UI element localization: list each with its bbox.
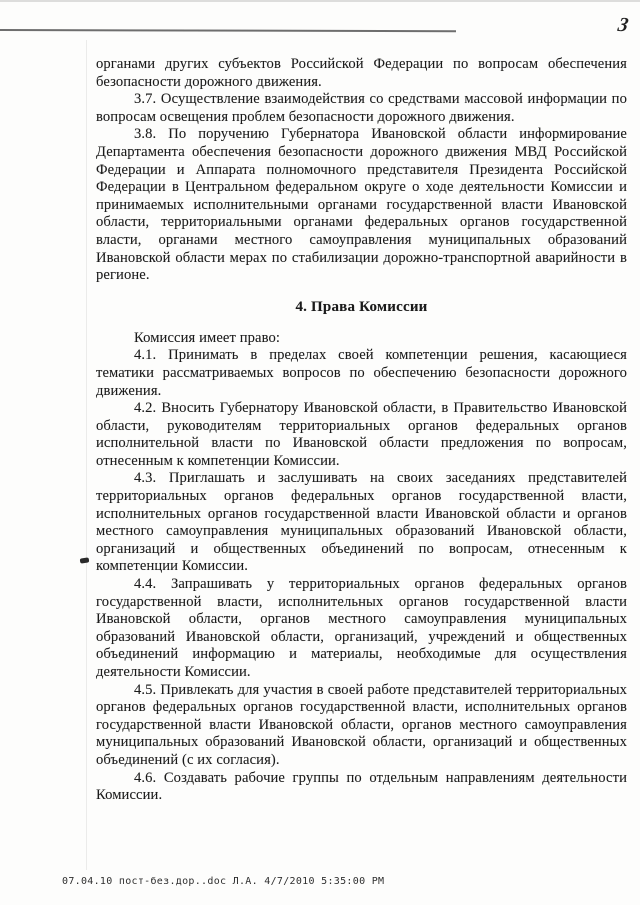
scan-crease-left	[86, 40, 87, 870]
paragraph: 4.4. Запрашивать у территориальных органов федеральных органов государственной власти, исполнительных органов государственной власти Ивановской области, органов местного самоуправления муниципальных образований Ивановской области, организаций, учреждений и общественных объединений информацию и материалы, необходимые для осуществления деятельности Комиссии.	[96, 576, 627, 680]
paragraph: 3.7. Осуществление взаимодействия со средствами массовой информации по вопросам освещения проблем безопасности дорожного движения.	[96, 91, 627, 125]
paragraph: 4.1. Принимать в пределах своей компетенции решения, касающиеся тематики рассматриваемых вопросов по обеспечению безопасности дорожного движения.	[96, 347, 627, 399]
paragraph: 4.2. Вносить Губернатору Ивановской области, в Правительство Ивановской области, руководителям территориальных органов федеральных органов исполнительной власти по Ивановской области предложения по вопросам, отнесенным к компетенции Комиссии.	[96, 400, 627, 469]
paragraph: 4.5. Привлекать для участия в своей работе представителей территориальных органов федеральных органов государственной власти, исполнительных органов государственной власти Ивановской области, органов местного самоуправления муниципальных образований Ивановской области, организаций и общественных объединений (с их согласия).	[96, 681, 627, 768]
scan-edge-top	[0, 0, 640, 2]
paragraph: 3.8. По поручению Губернатора Ивановской области информирование Департамента обеспечения безопасности дорожного движения МВД Российской Федерации и Аппарата полномочного представителя Президента Российской Федерации в Центральном федеральном округе о ходе деятельности Комиссии и принимаемых исполнительными органами государственной власти Ивановской области, территориальными органами федеральных органов государственной власти, органами местного самоуправления муниципальных образований Ивановской области мерах по стабилизации дорожно-транспортной аварийности в регионе.	[96, 126, 627, 284]
section-heading: 4. Права Комиссии	[295, 298, 428, 315]
document-body	[96, 56, 627, 805]
page-number: 3	[616, 13, 630, 37]
paragraph: Комиссия имеет право:	[134, 329, 281, 346]
scan-mark	[80, 557, 90, 563]
paragraph: 4.3. Приглашать и заслушивать на своих заседаниях представителей территориальных органов федеральных органов государственной власти, исполнительных органов государственной власти Ивановской области и органов местного самоуправления муниципальных образований Ивановской области, организаций и общественных объединений по вопросам, отнесенным к компетенции Комиссии.	[96, 470, 627, 575]
scan-artifact-top-line	[0, 29, 456, 32]
paragraph: 4.6. Создавать рабочие группы по отдельным направлениям деятельности Комиссии.	[96, 769, 627, 804]
footer-line: 07.04.10 пост-без.дор..doc Л.А. 4/7/2010 5:35:00 PM	[62, 876, 385, 887]
paragraph: органами других субъектов Российской Федерации по вопросам обеспечения безопасности дорожного движения.	[96, 56, 627, 90]
